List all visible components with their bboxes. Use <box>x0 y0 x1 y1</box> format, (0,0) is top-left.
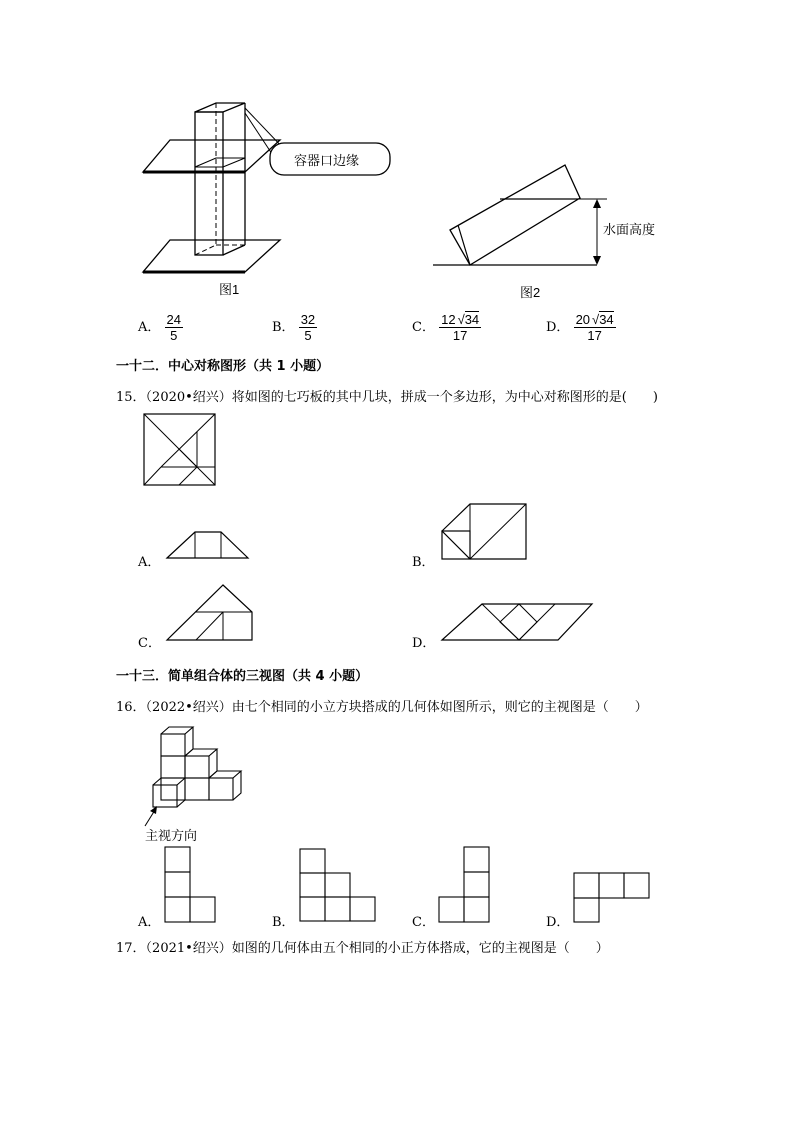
q15-option-b[interactable]: B． <box>412 555 435 570</box>
water-height-label: 水面高度 <box>603 222 656 237</box>
q16-stem: 16．（2022•绍兴）由七个相同的小立方块搭成的几何体如图所示，则它的主视图是（ ） <box>116 700 648 715</box>
q15-option-a[interactable]: A． <box>138 555 161 570</box>
fraction: $\frac{20 √34}{17}$ <box>575 312 614 343</box>
q16-option-d[interactable]: D． <box>546 915 570 930</box>
section-12-title: 一十二．中心对称图形（共 1 小题） <box>116 359 330 374</box>
figure-1-caption: 图1 <box>219 282 240 297</box>
q14-option-a[interactable]: A． $\frac{24}{5}$ <box>138 312 181 343</box>
fraction: $\frac{32}{5}$ <box>300 312 316 343</box>
q16-option-a[interactable]: A． <box>138 915 161 930</box>
view-direction-label: 主视方向 <box>145 828 198 843</box>
q14-option-c[interactable]: C． $\frac{12 √34}{17}$ <box>412 312 480 343</box>
section-13-title: 一十三．简单组合体的三视图（共 4 小题） <box>116 669 369 684</box>
q16-option-c[interactable]: C． <box>412 915 435 930</box>
callout-label: 容器口边缘 <box>294 153 360 168</box>
q16-option-b[interactable]: B． <box>272 915 295 930</box>
fraction: $\frac{12 √34}{17}$ <box>441 312 480 343</box>
fraction: $\frac{24}{5}$ <box>166 312 181 343</box>
q15-stem: 15．（2020•绍兴）将如图的七巧板的其中几块，拼成一个多边形，为中心对称图形的是( ) <box>116 390 658 405</box>
figure-2-caption: 图2 <box>520 285 541 300</box>
q14-option-d[interactable]: D． $\frac{20 √34}{17}$ <box>546 312 614 343</box>
q14-option-b[interactable]: B． $\frac{32}{5}$ <box>272 312 316 343</box>
q15-option-c[interactable]: C． <box>138 636 161 651</box>
q15-option-d[interactable]: D． <box>412 636 436 651</box>
q17-stem: 17．（2021•绍兴）如图的几何体由五个相同的小正方体搭成，它的主视图是（ ） <box>116 941 609 956</box>
